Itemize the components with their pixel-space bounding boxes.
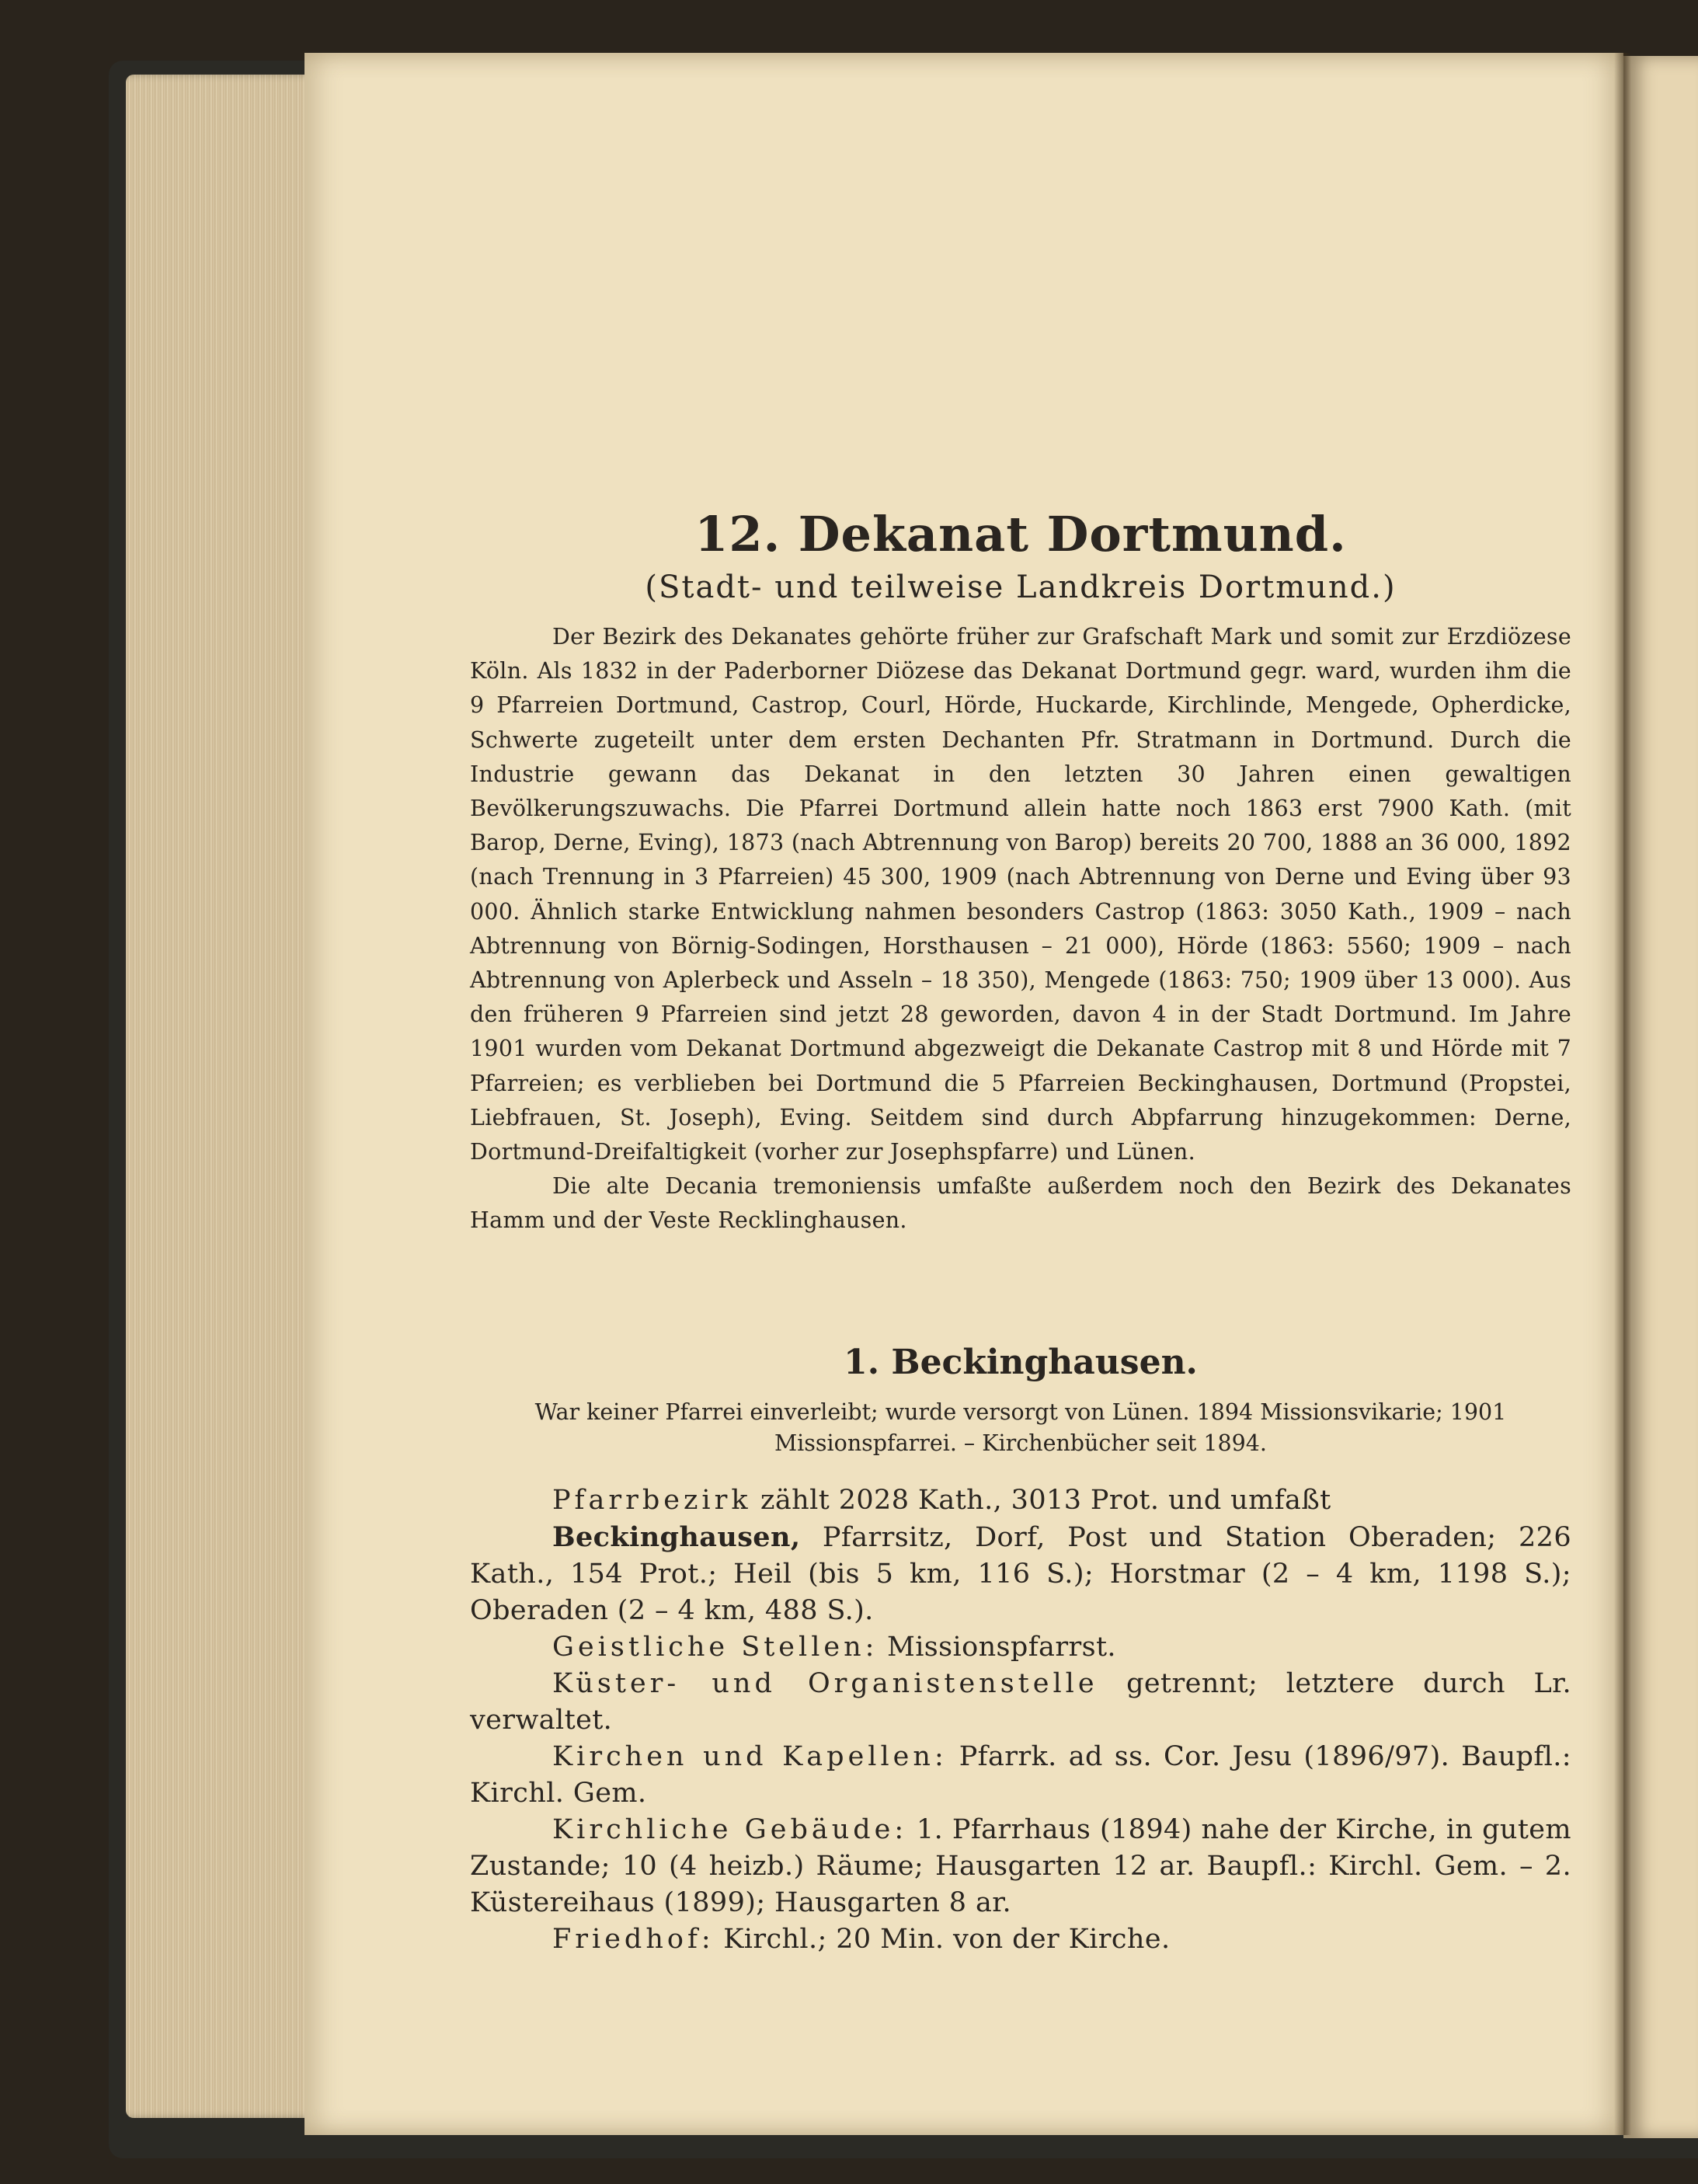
- page-subtitle: (Stadt- und teilweise Landkreis Dortmund.): [645, 570, 1397, 605]
- entry-pfarrbezirk: [470, 1482, 1571, 1519]
- page-content: [470, 503, 1571, 1958]
- entry-gebaeude: [470, 1812, 1571, 1921]
- page-edges: [126, 75, 318, 2118]
- entry-label: Küster- und Organistenstelle: [552, 1667, 1098, 1699]
- entry-label: Kirchen und Kapellen:: [552, 1740, 948, 1772]
- intro-paragraph: Die alte Decania tremoniensis umfaßte außerdem noch den Bezirk des Dekanates Hamm und der Veste Recklinghausen.: [470, 1173, 1571, 1234]
- entry-text: Pfarrk. ad ss. Cor. Jesu (1896/97). Baupfl.: Kirchl. Gem.: [470, 1740, 1571, 1809]
- entry-label: Friedhof:: [552, 1923, 715, 1955]
- entry-kuester: [470, 1666, 1571, 1739]
- section-title: 1. Beckinghausen.: [844, 1342, 1198, 1382]
- entry-text: Missionspfarrst.: [878, 1631, 1116, 1663]
- entry-friedhof: [470, 1921, 1571, 1958]
- entry-label: Kirchliche Gebäude:: [552, 1813, 908, 1845]
- entry-kirchen: [470, 1739, 1571, 1812]
- entry-label: Beckinghausen,: [552, 1520, 801, 1553]
- entry-text: Pfarrsitz, Dorf, Post und Station Oberaden; 226 Kath., 154 Prot.; Heil (bis 5 km, 116 S.); Horstmar (2 – 4 km, 1198 S.); Oberaden (2 – 4 km, 488 S.).: [470, 1521, 1571, 1626]
- page-gutter: [1614, 53, 1631, 2135]
- entry-beckinghausen: [470, 1519, 1571, 1629]
- page-title: 12. Dekanat Dortmund.: [694, 506, 1347, 563]
- entry-label: Pfarrbezirk: [552, 1484, 752, 1516]
- entry-text: getrennt; letztere durch Lr. verwaltet.: [470, 1667, 1571, 1736]
- next-page-edge: [1623, 56, 1698, 2138]
- entry-text: 1. Pfarrhaus (1894) nahe der Kirche, in gutem Zustande; 10 (4 heizb.) Räume; Hausgarten 12 ar. Baupfl.: Kirchl. Gem. – 2. Küstereihaus (1899); Hausgarten 8 ar.: [470, 1813, 1572, 1918]
- entry-text: zählt 2028 Kath., 3013 Prot. und umfaßt: [751, 1484, 1331, 1516]
- entry-text: Kirchl.; 20 Min. von der Kirche.: [714, 1923, 1171, 1955]
- entry-geistliche-stellen: [470, 1629, 1571, 1666]
- intro-paragraph: Der Bezirk des Dekanates gehörte früher zur Grafschaft Mark und somit zur Erzdiözese Köln. Als 1832 in der Paderborner Diözese das Dekanat Dortmund gegr. ward, wurden ihm die 9 Pfarreien Dortmund, Castrop, Courl, Hörde, Huckarde, Kirchlinde, Mengede, Opherdicke, Schwerte zugeteilt unter dem ersten Dechanten Pfr. Stratmann in Dortmund. Durch die Industrie gewann das Dekanat in den letzten 30 Jahren einen gewaltigen Bevölkerungszuwachs. Die Pfarrei Dortmund allein hatte noch 1863 erst 7900 Kath. (mit Barop, Derne, Eving), 1873 (nach Abtrennung von Barop) bereits 20 700, 1888 an 36 000, 1892 (nach Trennung in 3 Pfarreien) 45 300, 1909 (nach Abtrennung von Derne und Eving über 93 000. Ähnlich starke Entwicklung nahmen besonders Castrop (1863: 3050 Kath., 1909 – nach Abtrennung von Börnig-Sodingen, Horsthausen – 21 000), Hörde (1863: 5560; 1909 – nach Abtrennung von Aplerbeck und Asseln – 18 350), Mengede (1863: 750; 1909 über 13 000). Aus den früheren 9 Pfarreien sind jetzt 28 geworden, davon 4 in der Stadt Dortmund. Im Jahre 1901 wurden vom Dekanat Dortmund abgezweigt die Dekanate Castrop mit 8 und Hörde mit 7 Pfarreien; es verblieben bei Dortmund die 5 Pfarreien Beckinghausen, Dortmund (Propstei, Liebfrauen, St. Joseph), Eving. Seitdem sind durch Abpfarrung hinzugekommen: Derne, Dortmund-Dreifaltigkeit (vorher zur Josephspfarre) und Lünen.: [470, 624, 1571, 1165]
- entry-label: Geistliche Stellen:: [552, 1631, 879, 1663]
- section-note: War keiner Pfarrei einverleibt; wurde versorgt von Lünen. 1894 Missionsvikarie; 1901 Missionspfarrei. – Kirchenbücher seit 1894.: [534, 1399, 1507, 1456]
